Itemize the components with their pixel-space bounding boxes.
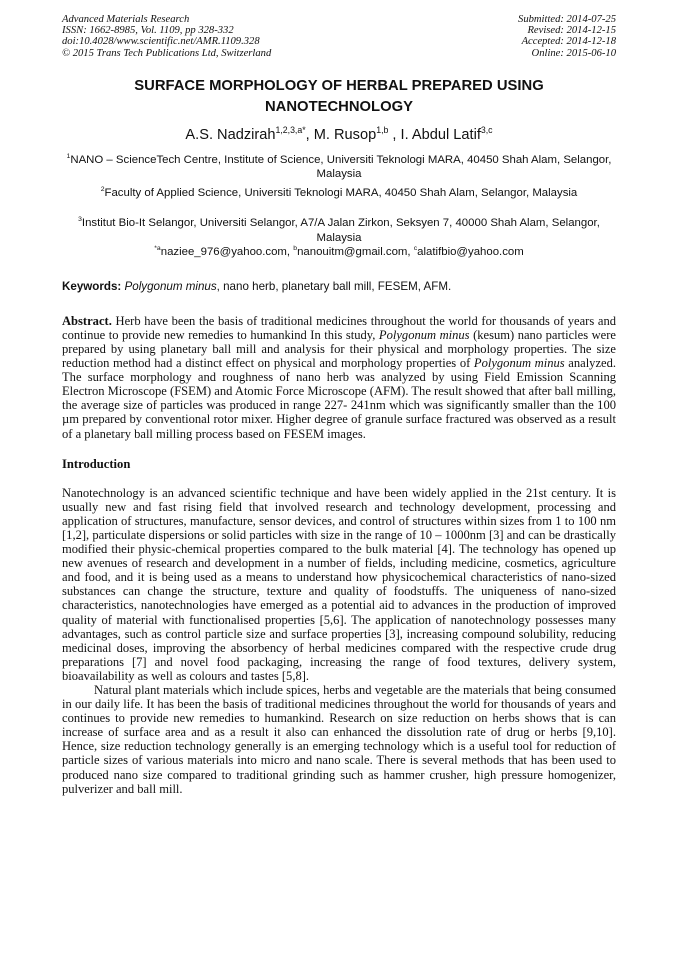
abstract: [62, 314, 616, 441]
keywords-list: , nano herb, planetary ball mill, FESEM, AFM.: [216, 279, 452, 293]
email-mark: b: [293, 245, 298, 253]
date-accepted: Accepted: 2014-12-18: [521, 36, 616, 48]
author-separator: ,: [305, 126, 314, 143]
author-separator: ,: [388, 126, 401, 143]
email-address[interactable]: nanouitm@gmail.com: [297, 246, 408, 259]
date-revised: Revised: 2014-12-15: [527, 25, 616, 37]
abstract-species: Polygonum minus: [378, 327, 470, 342]
keywords-label: Keywords:: [62, 279, 122, 293]
author-affil-mark: 1,b: [376, 124, 389, 135]
section-heading-introduction: Introduction: [62, 456, 131, 471]
journal-doi: doi:10.4028/www.scientific.net/AMR.1109.328: [62, 36, 260, 48]
journal-name: Advanced Materials Research: [62, 14, 190, 25]
author-emails: [62, 245, 616, 260]
email-address[interactable]: naziee_976@yahoo.com: [160, 246, 287, 259]
affiliation-1: [62, 153, 616, 182]
affiliation-2: [62, 186, 616, 201]
author-affil-mark: 1,2,3,a*: [275, 124, 306, 135]
email-separator: ,: [407, 246, 414, 259]
email-mark: c: [413, 245, 418, 253]
abstract-species: Polygonum minus: [473, 356, 565, 371]
journal-copyright: © 2015 Trans Tech Publications Ltd, Switzerland: [62, 47, 272, 59]
keyword-species: Polygonum minus: [124, 279, 217, 293]
affil-mark: 2: [100, 186, 105, 194]
affil-text: Institut Bio-It Selangor, Universiti Selangor, A7/A Jalan Zirkon, Seksyen 7, 40000 Shah Alam, Selangor, Malaysia: [81, 217, 600, 244]
journal-info: [62, 14, 271, 59]
affil-mark: 3: [78, 216, 82, 224]
abstract-text: analyzed. The surface morphology and roughness of nano herb was analyzed by using Field Emission Scanning Electron Microscope (FSEM) and Atomic Force Microscope (AFM). The result showed that after ball milling, the average size of particles was produced in range 227- 241nm which was significantly smaller than the 100 µm prepared by conventional rotor mixer. Higher degree of granule surface fractured was observed as a result of a planetary ball milling process based on FESEM images.: [62, 356, 616, 441]
affil-text: Faculty of Applied Science, Universiti Teknologi MARA, 40450 Shah Alam, Selangor, Malaysia: [104, 186, 578, 199]
email-address[interactable]: alatifbio@yahoo.com: [417, 246, 524, 259]
author-name: A.S. Nadzirah: [185, 126, 276, 143]
abstract-label: Abstract.: [62, 313, 112, 328]
keywords: [62, 280, 616, 293]
journal-header: [62, 14, 616, 59]
author-name: M. Rusop: [313, 126, 377, 143]
affil-mark: 1: [66, 153, 71, 161]
journal-issn: ISSN: 1662-8985, Vol. 1109, pp 328-332: [62, 25, 234, 37]
email-separator: ,: [286, 246, 294, 259]
author-list: [62, 124, 616, 143]
author-name: I. Abdul Latif: [400, 126, 481, 143]
abstract-text: (kesum) nano particles were prepared by using planetary ball mill and analysis for their physical and morphology properties. The size reduction method had a distinct effect on physical and morphology properties of: [62, 327, 616, 371]
affil-text: NANO – ScienceTech Centre, Institute of Science, Universiti Teknologi MARA, 40450 Shah Alam, Selangor, Malaysia: [70, 153, 612, 181]
date-submitted: Submitted: 2014-07-25: [518, 14, 616, 25]
paper-title: SURFACE MORPHOLOGY OF HERBAL PREPARED USING NANOTECHNOLOGY: [134, 77, 544, 115]
affiliation-3: [62, 216, 616, 245]
intro-paragraph-2: Natural plant materials which include spices, herbs and vegetable are the materials that being consumed in our daily life. It has been the basis of traditional medicines throughout the world for thousands of years and continues to provide new remedies to humankind. Research on size reduction on herbs shows that is can increase of surface area and as a result it also can enhanced the dissolution rate of drug or herbs [9,10]. Hence, size reduction technology generally is an emerging technology which is a useful tool for reduction of particle sizes of various materials into micro and nano scale. There is several methods that has been used to produced nano size compared to traditional grinding such as hammer crusher, high pressure homogenizer, pulverizer and ball mill.: [62, 682, 616, 796]
submission-dates: [518, 14, 616, 59]
date-online: Online: 2015-06-10: [531, 47, 616, 59]
abstract-text: Herb have been the basis of traditional medicines throughout the world for thousands of years and continue to provide new remedies to humankind In this study,: [62, 313, 616, 342]
author-affil-mark: 3,c: [480, 124, 493, 135]
intro-paragraph-1: Nanotechnology is an advanced scientific technique and have been widely applied in the 21st century. It is usually new and fast rising field that involved research and technology development, processing and application of structures, manufacture, sensor devices, and control of structures within sizes from 1 to 100 nm [1,2], particulate dispersions or solid particles with size in the range of 10 – 1000nm [3] and can be drastically modified their physic-chemical properties compared to the bulk material [4]. The technology has opened up new avenues of research and development in a number of fields, including medicine, cosmetics, agriculture and food, and it is being used as a means to understand how physicochemical characteristics of nano-sized substances can change the structure, texture and quality of foodstuffs. The uniqueness of nano-sized characteristics, nanotechnologies have emerged as a potential aid to advances in the production of improved quality of material with functionalised properties [5,6]. The application of nanotechnology possesses many advantages, such as control particle size and surface properties [3], increasing compound solubility, reducing medicinal doses, improving the absorbency of herbal medicines compared with the respective crude drug preparations [7] and novel food packaging, increasing the range of food textures, delivery system, bioavailability as well as colours and tastes [5,8].: [62, 485, 616, 683]
email-mark: *a: [154, 245, 161, 253]
